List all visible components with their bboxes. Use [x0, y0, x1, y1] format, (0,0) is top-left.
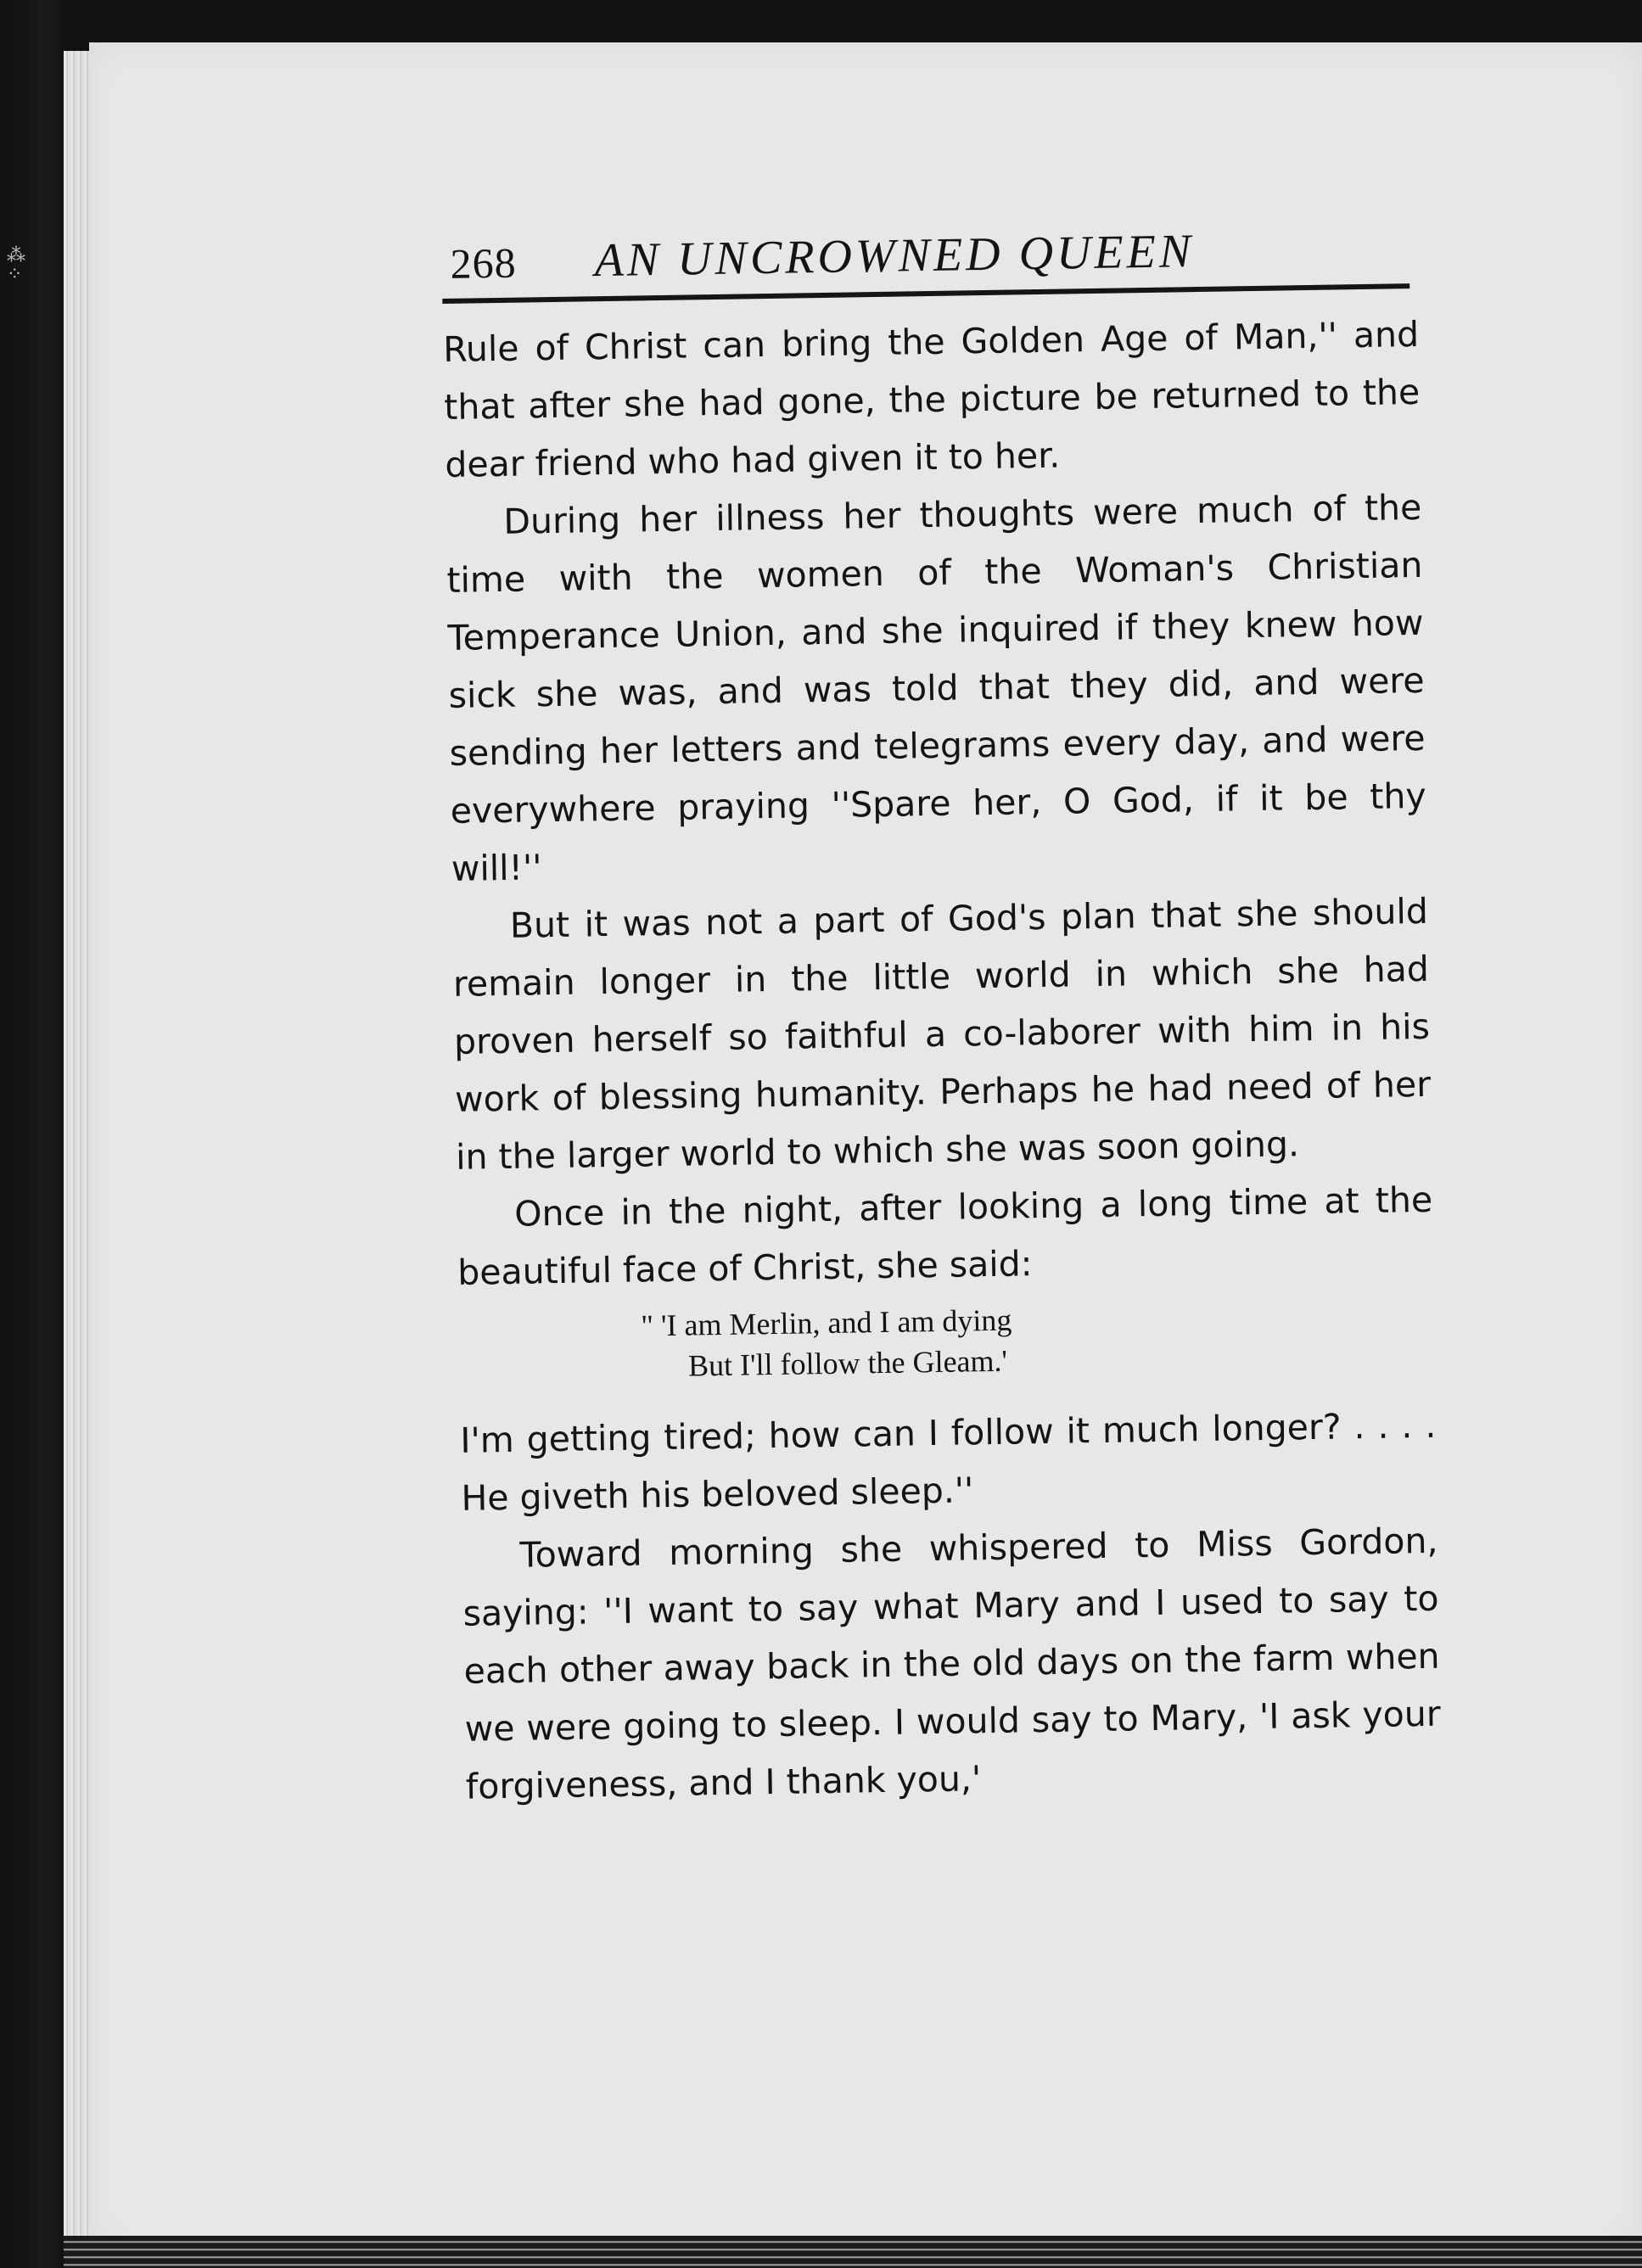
running-head	[441, 214, 1426, 297]
text-block	[441, 214, 1450, 1816]
verse-line-2: But I'll follow the Gleam.'	[687, 1343, 1008, 1383]
binding-marks: ⁂ ⁘	[7, 244, 25, 284]
paragraph-2: During her illness her thoughts were much of the time with the women of the Woman's Christian Temperance Union, and she inquired if they knew how sick she was, and was told that they did, and were sending her letters and telegrams every day, and were everywhere praying ''Spare her, O God, if it be thy will!''	[446, 486, 1427, 889]
page-number: 268	[450, 238, 518, 288]
body-text	[443, 305, 1443, 1816]
paragraph-3: But it was not a part of God's plan that she should remain longer in the little world in which she had proven herself so faithful a co-laborer with him in his work of blessing humanity. Perhaps he had need of her in the larger world to which she was soon going.	[452, 890, 1432, 1178]
verse-line-1: " 'I am Merlin, and I am dying	[641, 1302, 1012, 1343]
running-title: AN UNCROWNED QUEEN	[594, 225, 1195, 288]
bottom-page-edges	[64, 2236, 1642, 2268]
verse-quote	[458, 1293, 1435, 1390]
head-rule	[442, 283, 1409, 304]
paragraph-6: Toward morning she whispered to Miss Gordon, saying: ''I want to say what Mary and I used to say to each other away back in the old days on the farm when we were going to sleep. I would say to Mary, 'I ask your forgiveness, and I thank you,'	[462, 1520, 1442, 1807]
paragraph-1: Rule of Christ can bring the Golden Age of Man,'' and that after she had gone, the picture be returned to the dear friend who had given it to her.	[442, 313, 1421, 485]
paragraph-4: Once in the night, after looking a long time at the beautiful face of Christ, she said:	[457, 1179, 1433, 1293]
paragraph-5: I'm getting tired; how can I follow it much longer? . . . . He giveth his beloved sleep.''	[460, 1404, 1437, 1519]
